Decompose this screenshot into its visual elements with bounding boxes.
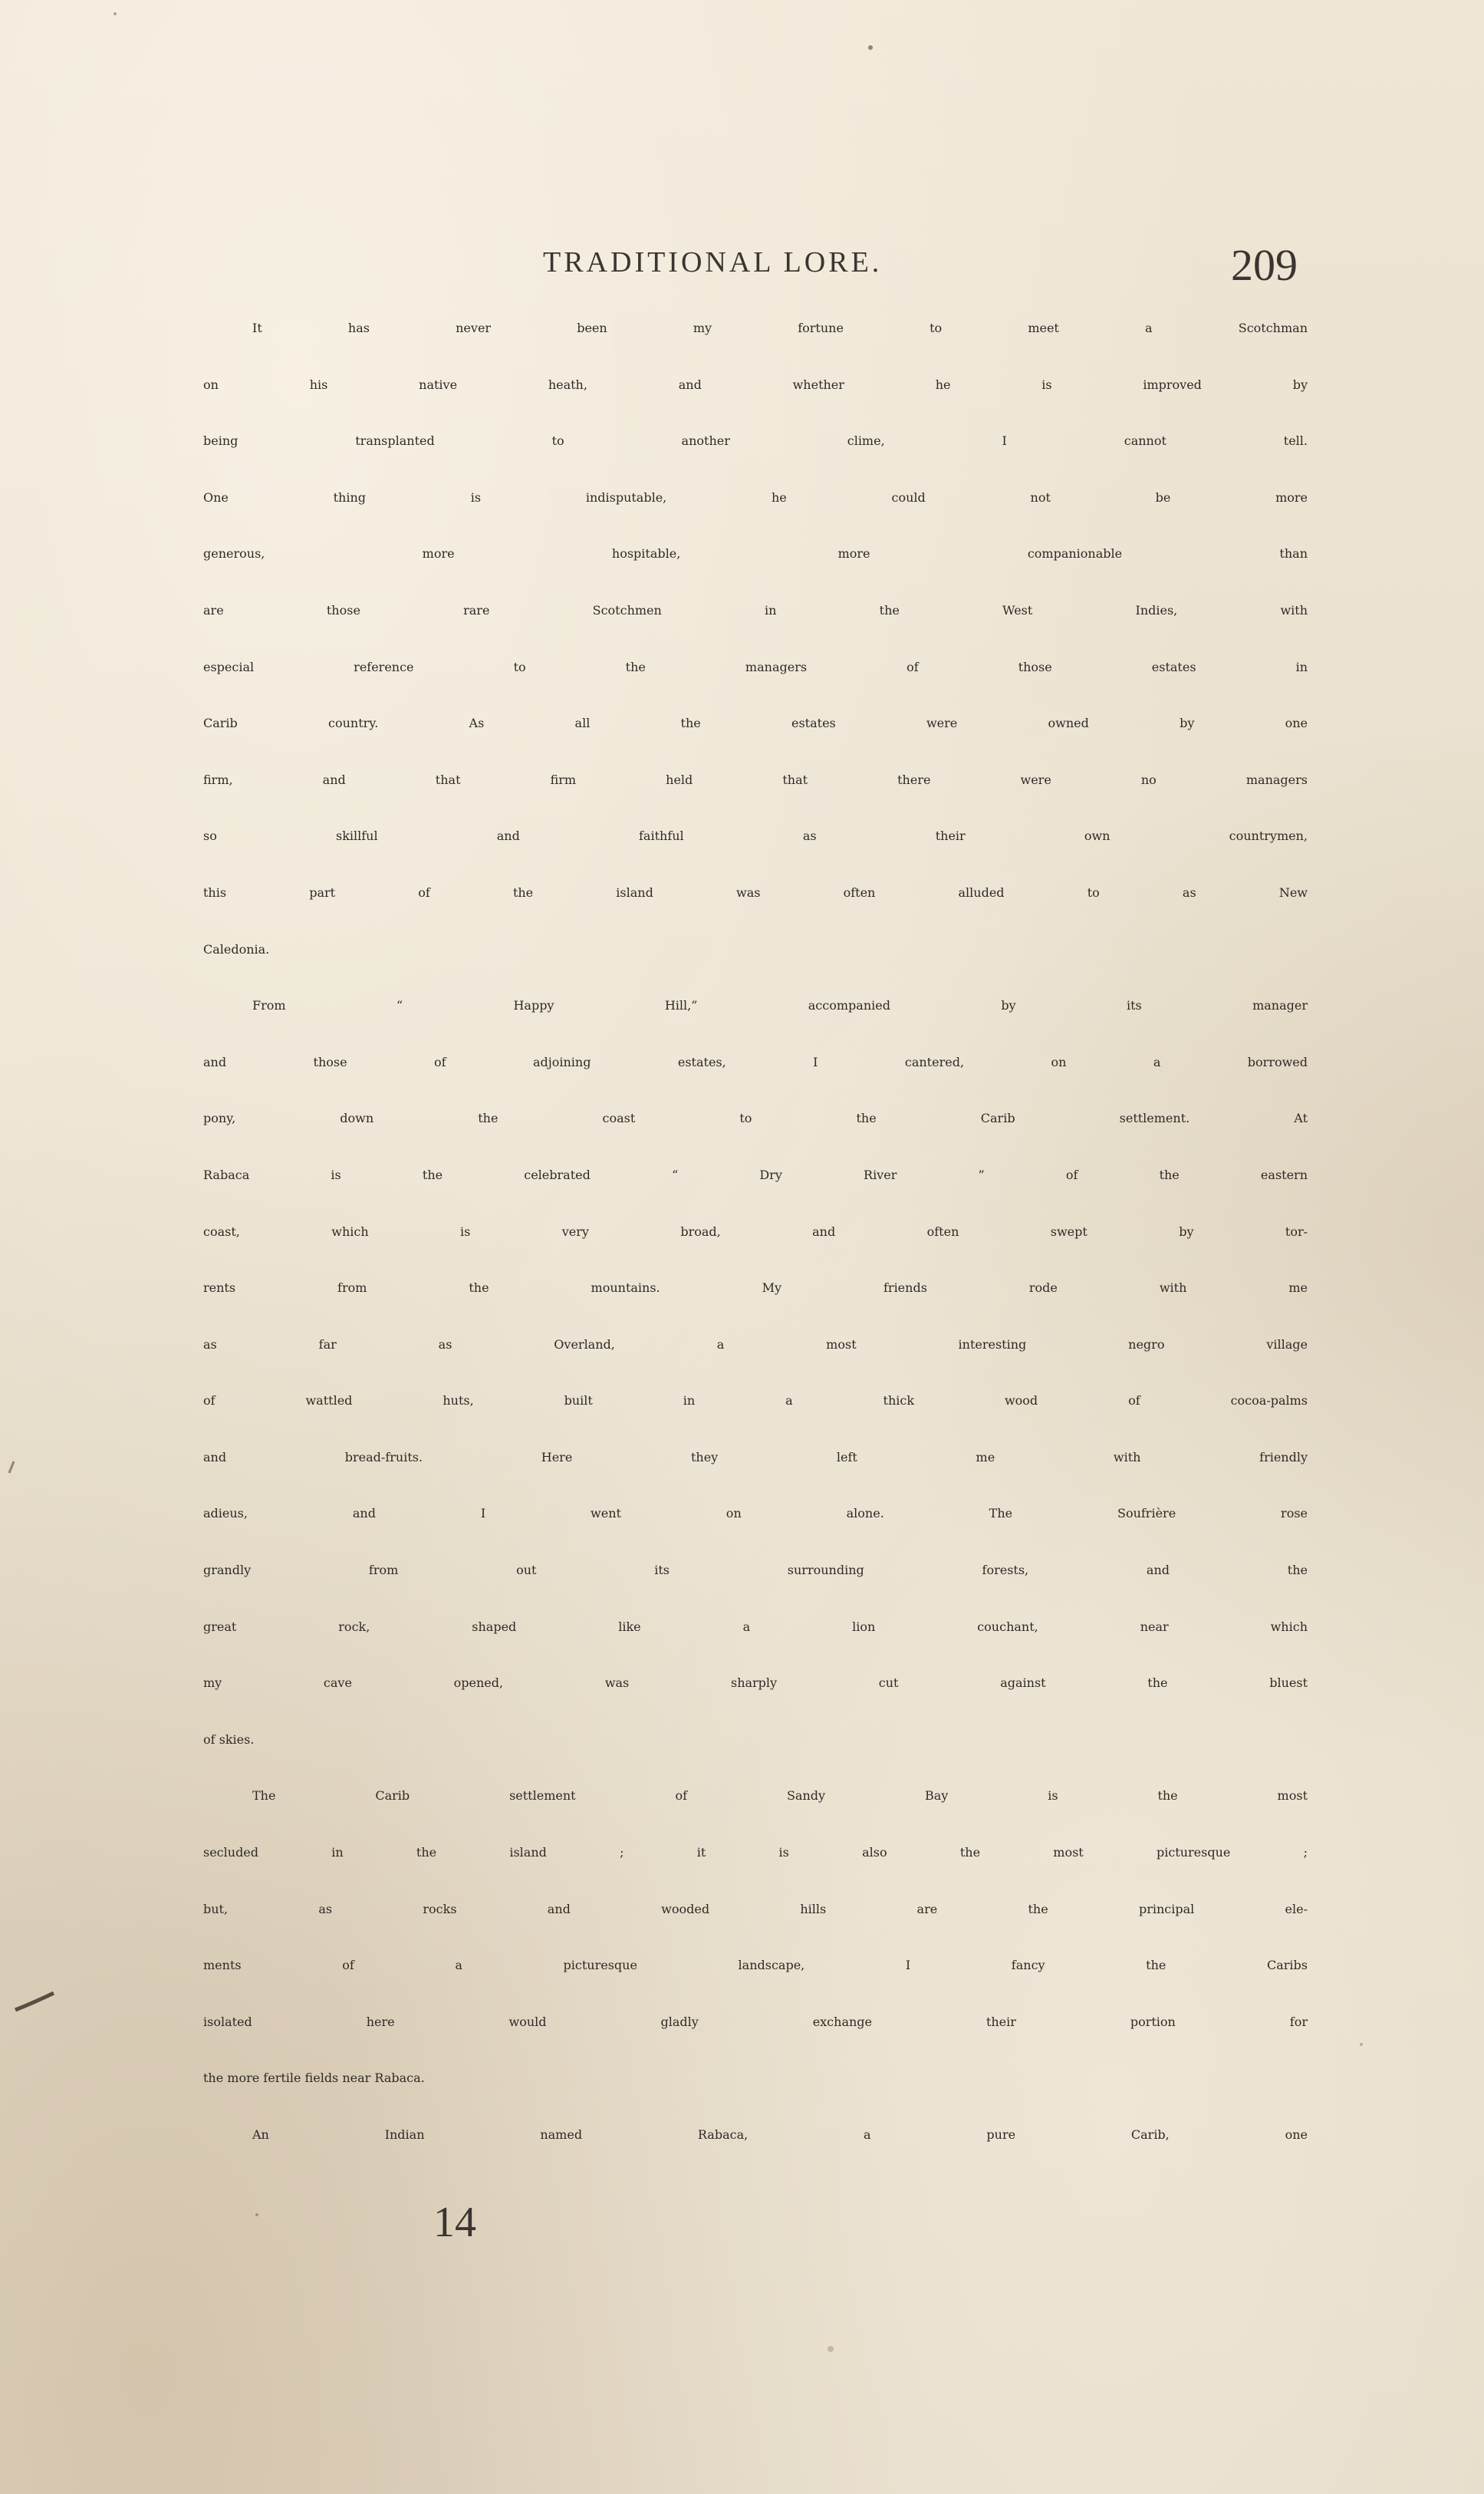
text-line: on his native heath, and whether he is improved by <box>203 377 1308 392</box>
text-line: and those of adjoining estates, I cantered, on a borrowed <box>203 1054 1308 1069</box>
text-line: rents from the mountains. My friends rode with me <box>203 1280 1308 1296</box>
text-line: pony, down the coast to the Carib settlement. At <box>203 1111 1308 1126</box>
text-line: firm, and that firm held that there were no managers <box>203 772 1308 787</box>
text-line: Carib country. As all the estates were owned by one <box>203 716 1308 731</box>
text-line: this part of the island was often alluded to as New <box>203 885 1308 900</box>
text-line: especial reference to the managers of those estates in <box>203 659 1308 674</box>
paper-speck <box>828 2346 834 2352</box>
text-line: grandly from out its surrounding forests, and the <box>203 1563 1308 1578</box>
text-line: being transplanted to another clime, I cannot tell. <box>203 433 1308 449</box>
text-line: coast, which is very broad, and often swept by tor- <box>203 1224 1308 1239</box>
text-line: Rabaca is the celebrated “ Dry River ” of the eastern <box>203 1167 1308 1182</box>
running-title: TRADITIONAL LORE. <box>543 246 883 278</box>
text-line: so skillful and faithful as their own countrymen, <box>203 829 1308 844</box>
signature-mark: 14 <box>433 2199 476 2246</box>
page-number: 209 <box>1231 240 1298 290</box>
text-line: Caledonia. <box>203 941 270 957</box>
paper-speck <box>255 2213 258 2216</box>
text-line: One thing is indisputable, he could not be more <box>203 489 1308 505</box>
text-line: It has never been my fortune to meet a Scotchman <box>252 321 1308 335</box>
text-line: ments of a picturesque landscape, I fancy the Caribs <box>203 1958 1308 1973</box>
text-line: adieus, and I went on alone. The Soufrière rose <box>203 1506 1308 1521</box>
text-line: isolated here would gladly exchange their portion for <box>203 2014 1308 2029</box>
text-line: as far as Overland, a most interesting negro village <box>203 1336 1308 1352</box>
text-line: From “ Happy Hill,” accompanied by its manager <box>252 998 1308 1013</box>
body-text <box>203 321 1308 2184</box>
running-head <box>0 239 1484 290</box>
text-line: my cave opened, was sharply cut against the bluest <box>203 1675 1308 1691</box>
text-line: generous, more hospitable, more companionable than <box>203 546 1308 562</box>
text-line: but, as rocks and wooded hills are the principal ele- <box>203 1901 1308 1916</box>
paper-mark <box>15 1993 54 2010</box>
text-line: are those rare Scotchmen in the West Indies, with <box>203 602 1308 618</box>
paper-speck <box>868 45 873 50</box>
paper-speck <box>1360 2043 1363 2046</box>
text-line: of skies. <box>203 1731 255 1747</box>
text-line: secluded in the island ; it is also the most picturesque ; <box>203 1845 1308 1860</box>
text-line: of wattled huts, built in a thick wood of cocoa-palms <box>203 1393 1308 1408</box>
text-line: the more fertile fields near Rabaca. <box>203 2071 425 2086</box>
text-line: An Indian named Rabaca, a pure Carib, one <box>252 2127 1308 2142</box>
paper-speck <box>114 12 117 15</box>
text-line: great rock, shaped like a lion couchant, near which <box>203 1619 1308 1634</box>
paper-mark <box>9 1461 14 1473</box>
text-line: The Carib settlement of Sandy Bay is the most <box>252 1788 1308 1804</box>
text-line: and bread-fruits. Here they left me with friendly <box>203 1449 1308 1464</box>
